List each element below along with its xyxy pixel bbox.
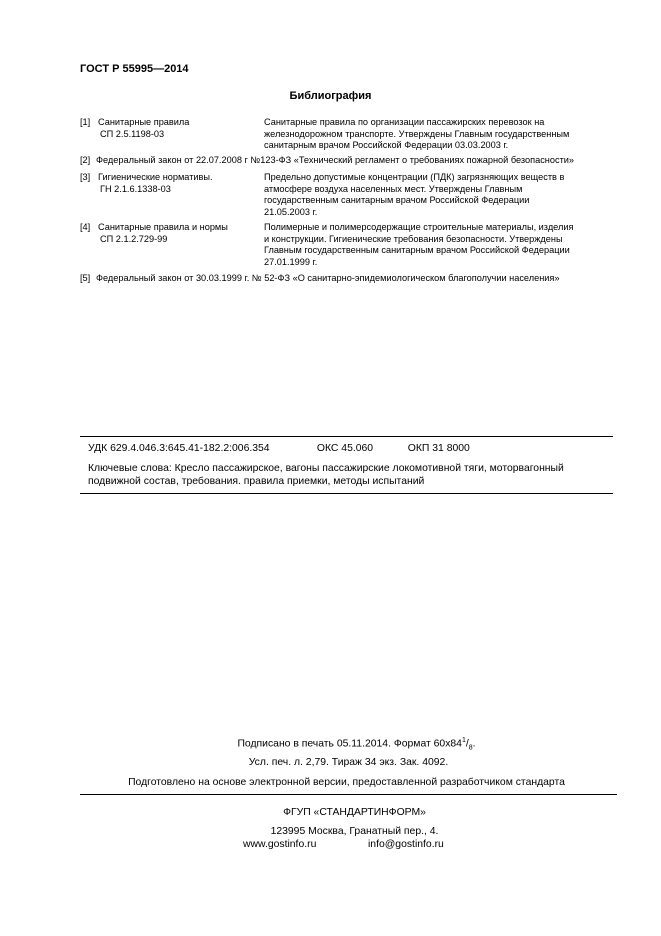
entry-description: Полимерные и полимерсодержащие строительные материалы, изделия и конструкции. Гигиенические требования безопасности. Утверждены Главным государственным санитарным врачом Российской Федерации 27.01.1999 г. xyxy=(264,222,574,267)
publisher-website: www.gostinfo.ru xyxy=(243,839,317,850)
oks-code: ОКС 45.060 xyxy=(316,443,374,454)
entry-full-text: Федеральный закон от 22.07.2008 г №123-ФЗ «Технический регламент о требованиях пожарной безопасности» xyxy=(96,155,575,165)
imprint-divider xyxy=(80,794,617,795)
entry-number: [4] xyxy=(80,222,91,232)
divider-top xyxy=(80,436,613,437)
entry-number: [2] xyxy=(80,155,91,165)
entry-description: Предельно допустимые концентрации (ПДК) загрязняющих веществ в атмосфере воздуха населенных мест. Утверждены Главным государственным санитарным врачом Российской Федерации 21.05.2003 г. xyxy=(264,172,565,217)
okp-code: ОКП 31 8000 xyxy=(407,443,470,454)
print-info: Усл. печ. л. 2,79. Тираж 34 экз. Зак. 4092. xyxy=(248,757,449,768)
keywords: Ключевые слова: Кресло пассажирское, вагоны пассажирские локомотивной тяги, моторвагонный подвижной состав, требования. правила приемки, методы испытаний xyxy=(88,463,564,487)
udc-code: УДК 629.4.046.3:645.41-182.2:006.354 xyxy=(88,443,270,454)
entry-source: Санитарные правила СП 2.5.1198-03 xyxy=(98,117,190,139)
classification-row xyxy=(88,443,470,454)
entry-full-text: Федеральный закон от 30.03.1999 г. № 52-ФЗ «О санитарно-эпидемиологическом благополучии населения» xyxy=(96,273,560,283)
entry-description: Санитарные правила по организации пассажирских перевозок на железнодорожном транспорте. Утверждены Главным государственным санитарным врачом Российской Федерации 03.03.2003 г. xyxy=(264,117,570,151)
prepared-note: Подготовлено на основе электронной версии, предоставленной разработчиком стандарта xyxy=(128,777,565,788)
entry-number: [3] xyxy=(80,172,91,182)
signed-to-print: Подписано в печать 05.11.2014. Формат $60x84^1/_8$. xyxy=(237,737,476,752)
publisher-address: 123995 Москва, Гранатный пер., 4. xyxy=(270,826,439,837)
entry-number: [5] xyxy=(80,273,91,283)
divider-bottom xyxy=(80,493,613,494)
entry-source: Санитарные правила и нормы СП 2.1.2.729-99 xyxy=(98,222,228,244)
entry-source: Гигиенические нормативы. ГН 2.1.6.1338-03 xyxy=(98,172,213,194)
publisher-name: ФГУП «СТАНДАРТИНФОРМ» xyxy=(283,807,426,818)
document-code: ГОСТ Р 55995—2014 xyxy=(80,63,189,75)
bibliography-title: Библиография xyxy=(289,90,372,102)
publisher-email: info@gostinfo.ru xyxy=(368,839,444,850)
entry-number: [1] xyxy=(80,117,91,127)
